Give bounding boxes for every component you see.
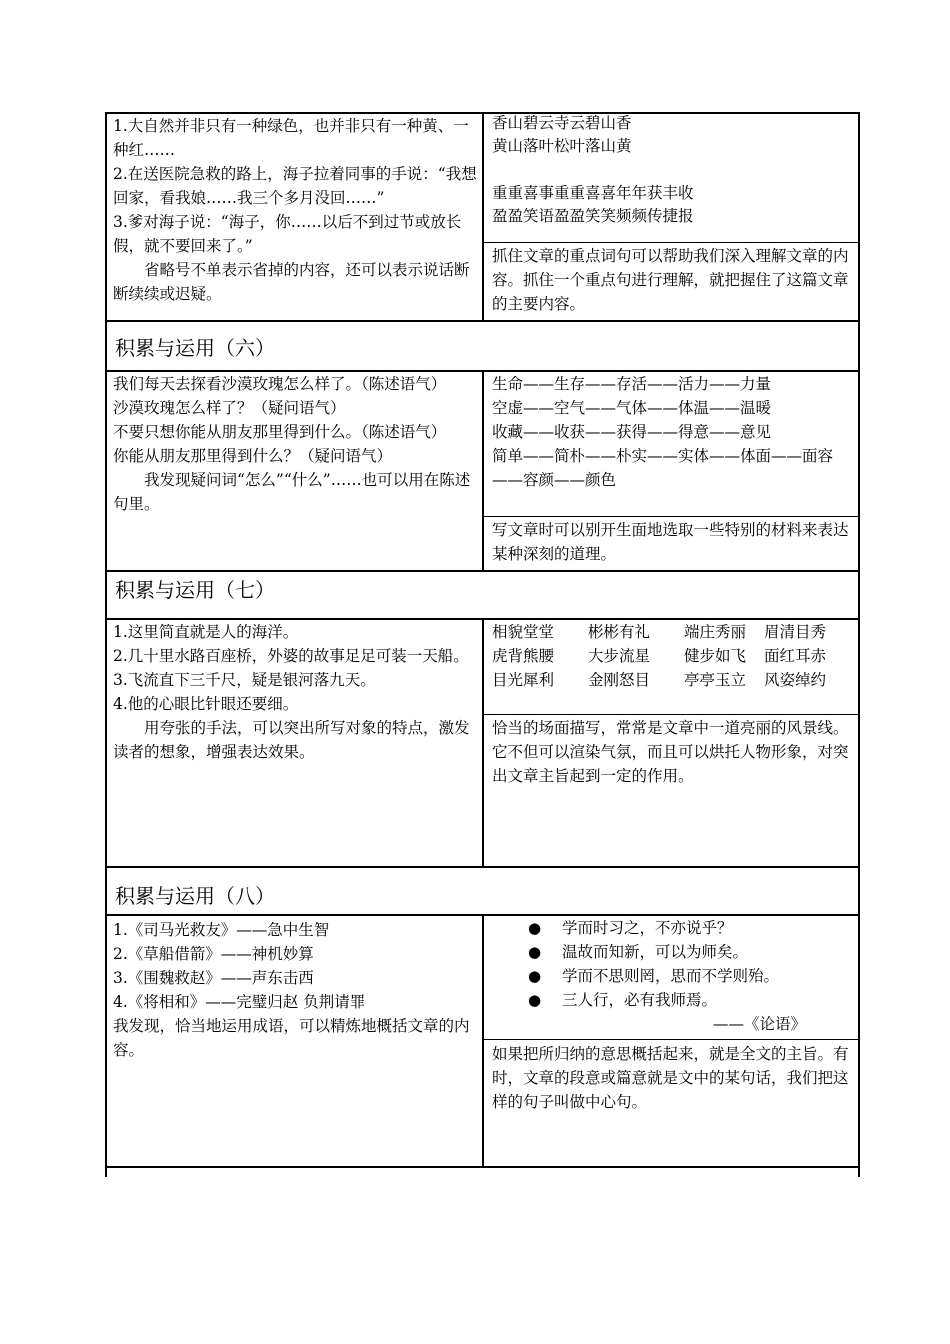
text-line: 3.爹对海子说：“海子，你……以后不到过节或放长假，就不要回来了。” [113, 213, 462, 255]
cell-divider [483, 714, 858, 715]
idiom: 虎背熊腰 [492, 647, 555, 665]
text-line: 如果把所归纳的意思概括起来，就是全文的主旨。有时，文章的段意或篇意就是文中的某句话，我们把这样的句子叫做中心句。 [492, 1045, 849, 1111]
section8-left-cell [113, 918, 479, 1062]
section8-summary [492, 1042, 856, 1114]
column-divider [482, 914, 484, 1166]
text-line: 你能从朋友那里得到什么？（疑问语气） [113, 447, 393, 465]
cell-divider [483, 242, 858, 243]
idiom-row [492, 620, 856, 644]
row-divider [105, 320, 860, 322]
text-line: 香山碧云寺云碧山香 [492, 114, 632, 132]
text-line: 恰当的场面描写，常常是文章中一道亮丽的风景线。它不但可以渲染气氛，而且可以烘托人物形象，对突出文章主旨起到一定的作用。 [492, 719, 849, 785]
section7-left-cell [113, 620, 479, 764]
text-line: 重重喜事重重喜喜年年获丰收 [492, 184, 694, 202]
text-line: 省略号不单表示省掉的内容，还可以表示说话断断续续或迟疑。 [113, 261, 470, 303]
idiom: 金刚怒目 [588, 671, 651, 689]
bullet-item: ● 温故而知新，可以为师矣。 [492, 940, 856, 964]
table-right-border [858, 112, 860, 1177]
idiom: 健步如飞 [684, 647, 747, 665]
block1-left-cell [113, 114, 479, 306]
cell-divider [483, 1039, 858, 1040]
section-title-8: 积累与运用（八） [115, 884, 275, 908]
text-line: 2.几十里水路百座桥，外婆的故事足足可装一天船。 [113, 647, 469, 665]
idiom: 眉清目秀 [764, 623, 827, 641]
text-line: 3.飞流直下三千尺，疑是银河落九天。 [113, 671, 376, 689]
idiom: 风姿绰约 [764, 671, 827, 689]
idiom: 大步流星 [588, 647, 651, 665]
text-line: 收藏——收获——获得——得意——意见 [492, 423, 772, 441]
text-line: 盈盈笑语盈盈笑笑频频传捷报 [492, 207, 694, 225]
text-line: 生命——生存——存活——活力——力量 [492, 375, 772, 393]
idiom-row [492, 644, 856, 668]
column-divider [482, 112, 484, 320]
section-title-7: 积累与运用（七） [115, 578, 275, 602]
block1-summary [492, 244, 856, 316]
text-line: 2.《草船借箭》——神机妙算 [113, 945, 314, 963]
text-line: 写文章时可以别开生面地选取一些特别的材料来表达某种深刻的道理。 [492, 521, 849, 563]
text-line: 3.《围魏救赵》——声东击西 [113, 969, 314, 987]
text-line: 抓住文章的重点词句可以帮助我们深入理解文章的内容。抓住一个重点句进行理解，就把握住了这篇文章的主要内容。 [492, 247, 849, 313]
section-title-6: 积累与运用（六） [115, 336, 275, 360]
text-line: 空虚——空气——气体——体温——温暖 [492, 399, 772, 417]
cell-divider [483, 516, 858, 517]
idiom-row [492, 668, 856, 692]
text-line: 2.在送医院急救的路上，海子拉着同事的手说：“我想回家，看我娘……我三个多月没回……” [113, 165, 477, 207]
text-line: 我发现疑问词“怎么”“什么”……也可以用在陈述句里。 [113, 471, 471, 513]
row-divider [105, 570, 860, 572]
text-line: 简单——简朴——朴实——实体——体面——面容——容颜——颜色 [492, 447, 834, 489]
idiom: 亭亭玉立 [684, 671, 747, 689]
text-line: 沙漠玫瑰怎么样了？（疑问语气） [113, 399, 346, 417]
text-line: 我们每天去探看沙漠玫瑰怎么样了。（陈述语气） [113, 375, 447, 393]
section6-summary [492, 518, 856, 566]
section8-analects [492, 916, 856, 1036]
idiom: 目光犀利 [492, 671, 555, 689]
text-line: 用夸张的手法，可以突出所写对象的特点，激发读者的想象，增强表达效果。 [113, 719, 470, 761]
bullet-item: ● 学而不思则罔，思而不学则殆。 [492, 964, 856, 988]
bullet-item: ● 三人行，必有我师焉。 [492, 988, 856, 1012]
section6-left-cell [113, 372, 479, 516]
text-line: 黄山落叶松叶落山黄 [492, 137, 632, 155]
bullet-item: ● 学而时习之，不亦说乎？ [492, 916, 856, 940]
text-line: 4.他的心眼比针眼还要细。 [113, 695, 299, 713]
row-divider [105, 866, 860, 868]
section7-summary [492, 716, 858, 788]
block1-couplets [492, 112, 856, 228]
text-line: 我发现，恰当地运用成语，可以精炼地概括文章的内容。 [113, 1017, 470, 1059]
section7-idiom-grid [492, 620, 856, 692]
worksheet-table [105, 112, 860, 1177]
text-line: 1.《司马光救友》——急中生智 [113, 921, 330, 939]
table-left-border [105, 112, 107, 1177]
idiom: 彬彬有礼 [588, 623, 651, 641]
idiom: 相貌堂堂 [492, 623, 555, 641]
idiom: 面红耳赤 [764, 647, 827, 665]
text-line: 4.《将相和》——完璧归赵 负荆请罪 [113, 993, 366, 1011]
column-divider [482, 618, 484, 866]
text-line: 不要只想你能从朋友那里得到什么。（陈述语气） [113, 423, 447, 441]
idiom: 端庄秀丽 [684, 623, 747, 641]
section6-word-chains [492, 372, 854, 492]
text-line: 1.大自然并非只有一种绿色，也并非只有一种黄、一种红…… [113, 117, 469, 159]
source-citation: ——《论语》 [712, 1015, 806, 1033]
column-divider [482, 370, 484, 570]
text-line: 1.这里简直就是人的海洋。 [113, 623, 299, 641]
row-divider [105, 1166, 860, 1168]
